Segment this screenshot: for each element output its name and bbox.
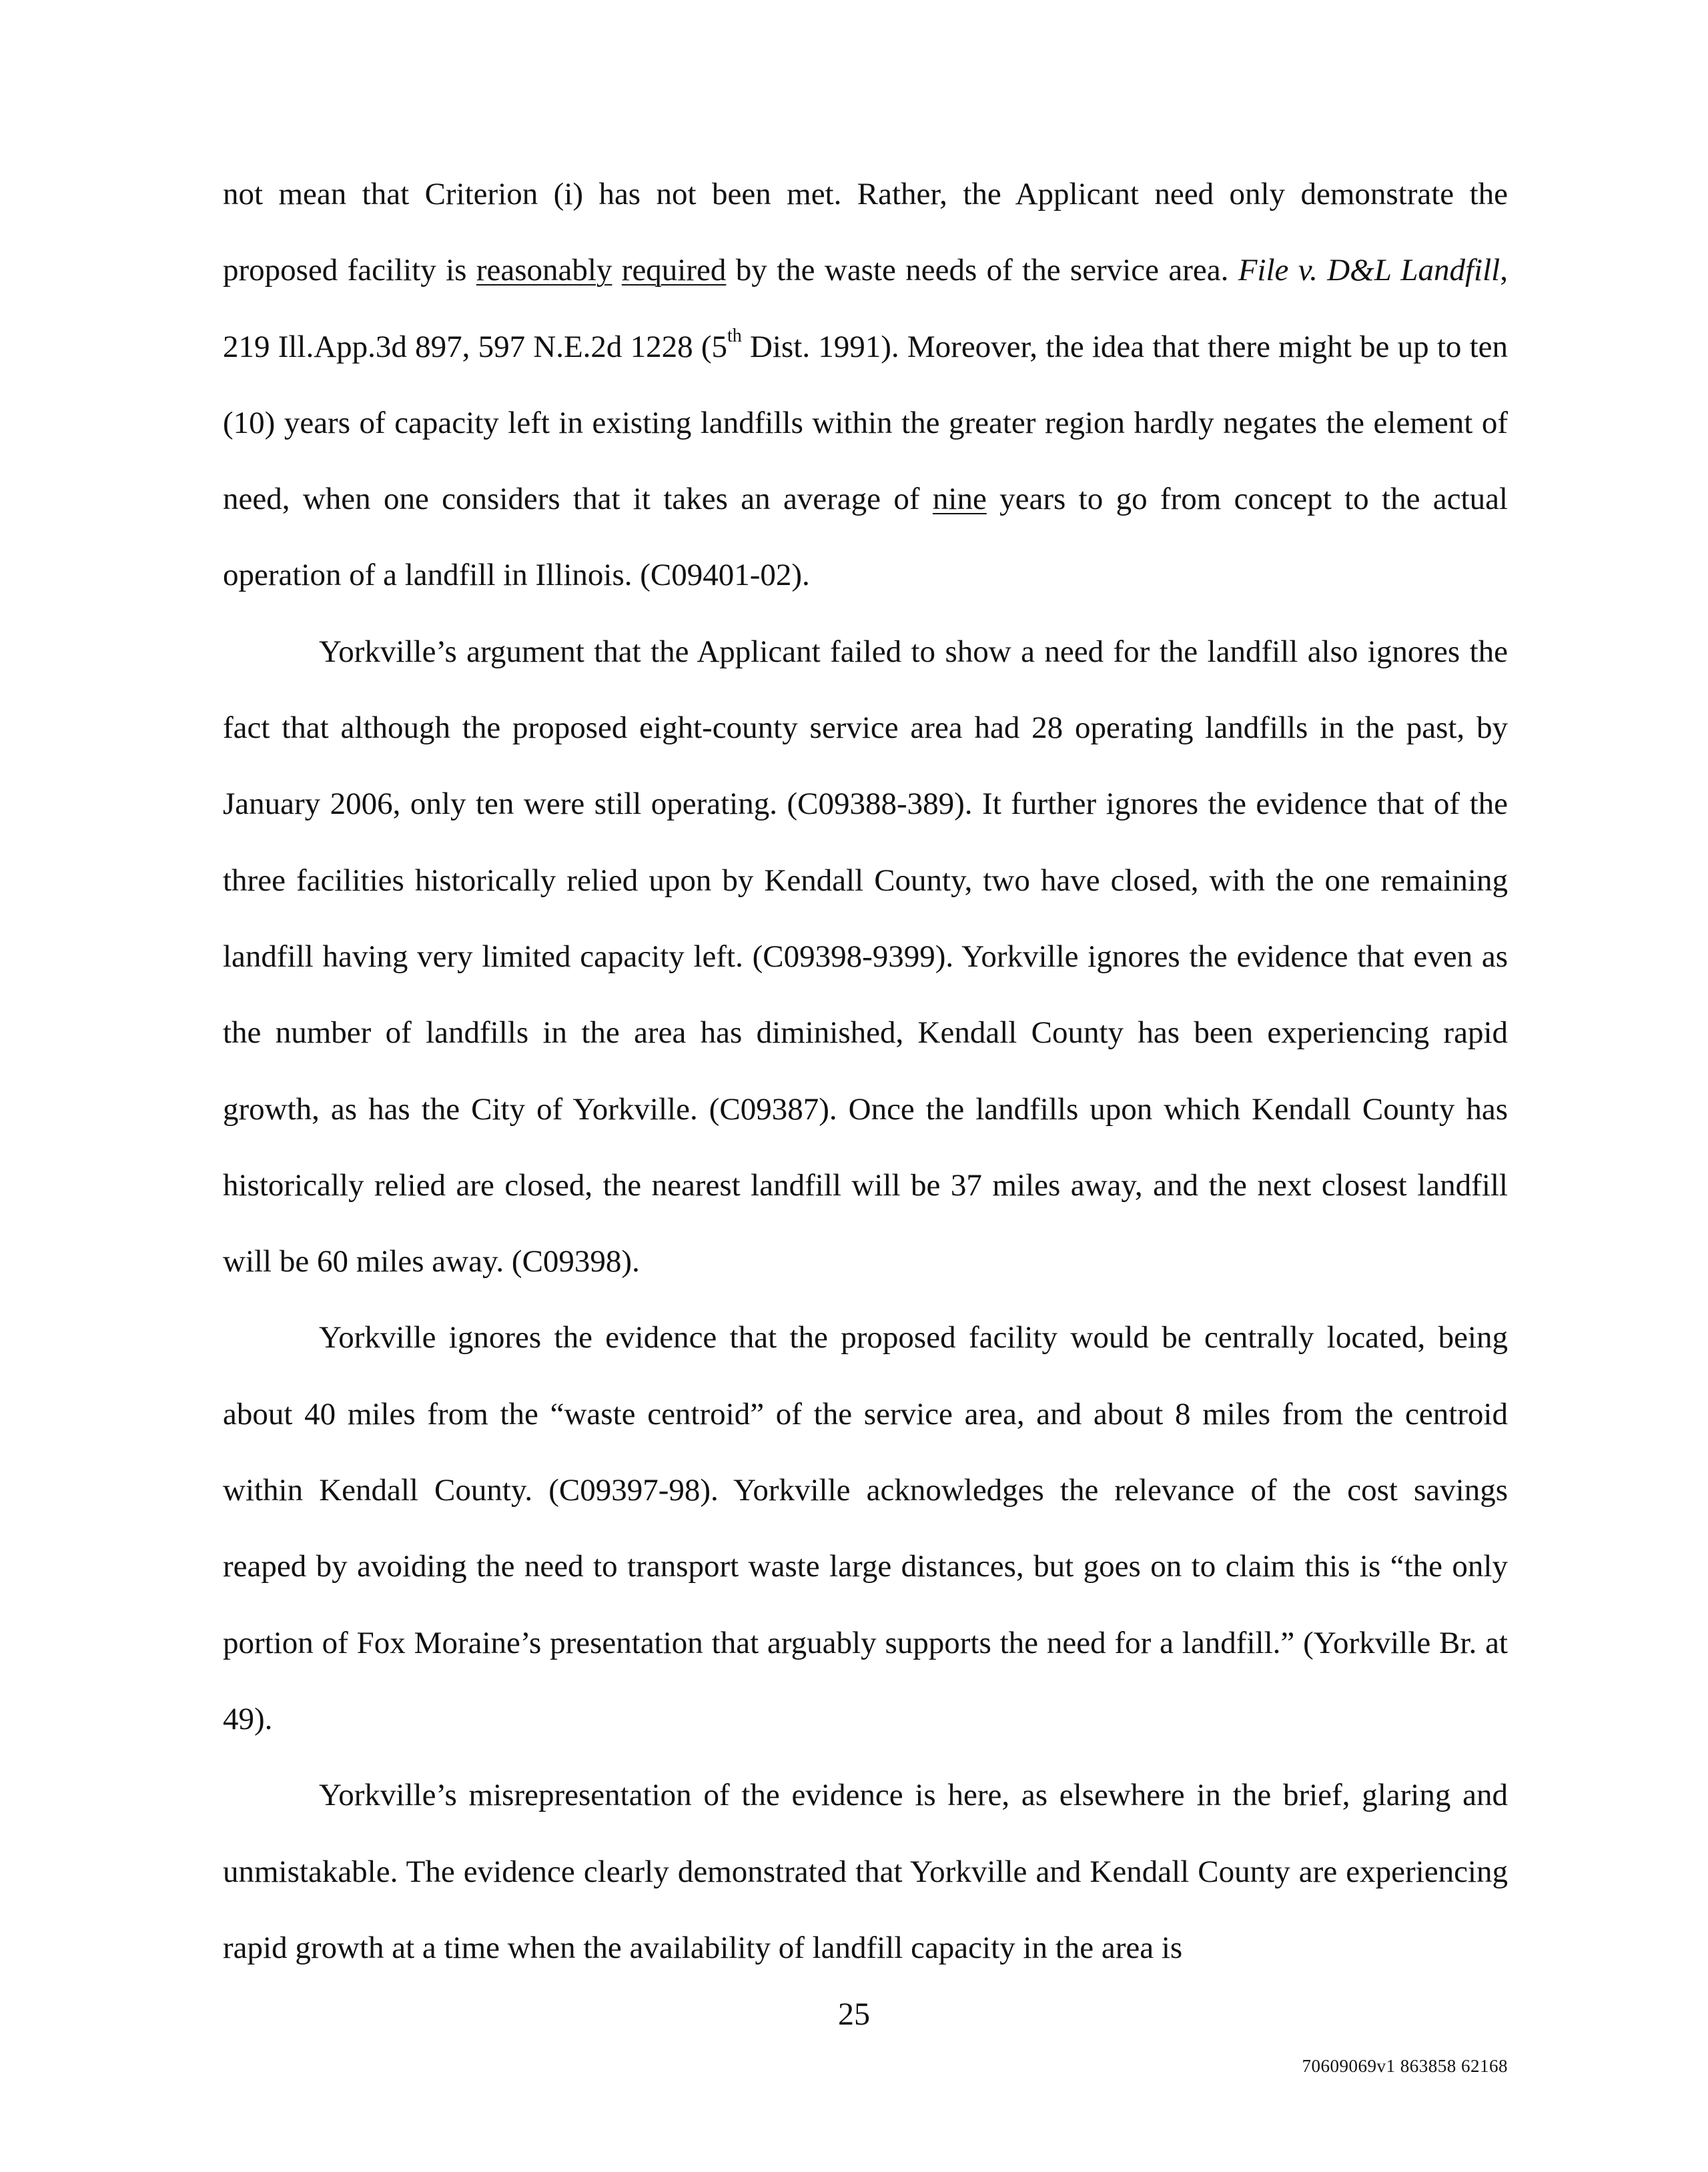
paragraph-4 bbox=[223, 1757, 1508, 1986]
text-run: Dist. 1991). Moreover, the idea that there might be up to ten (10) years of capacity left in existing landfills within the greater region hardly negates the element of need, when one considers that it takes an average of bbox=[223, 329, 1508, 517]
paragraph-1 bbox=[223, 156, 1508, 614]
text-run: Yorkville ignores the evidence that the proposed facility would be centrally located, being about 40 miles from the “waste centroid” of the service area, and about 8 miles from the centroid within Kendall County. (C09397-98). Yorkville acknowledges the relevance of the cost savings reaped by avoiding the need to transport waste large distances, but goes on to claim this is “the only portion of Fox Moraine’s presentation that arguably supports the need for a landfill.” (Yorkville Br. at 49). bbox=[223, 1320, 1508, 1736]
paragraph-2 bbox=[223, 614, 1508, 1300]
text-run bbox=[612, 253, 621, 288]
text-run: Yorkville’s misrepresentation of the evidence is here, as elsewhere in the brief, glaring and unmistakable. The evidence clearly demonstrated that Yorkville and Kendall County are experiencing rapid growth at a time when the availability of landfill capacity in the area is bbox=[223, 1778, 1508, 1965]
text-run: not mean that Criterion (i) has not been met. Rather, the Applicant need only demonstrate the proposed facility is bbox=[223, 177, 1508, 288]
text-run: years to go from concept to the actual operation of a landfill in Illinois. (C09401-02). bbox=[223, 482, 1508, 593]
case-citation: File v. D&L Landfill bbox=[1238, 253, 1501, 288]
underlined-text: required bbox=[621, 253, 727, 288]
text-run: by the waste needs of the service area. bbox=[726, 253, 1238, 288]
text-run: Yorkville’s argument that the Applicant failed to show a need for the landfill also ignores the fact that although the proposed eight-county service area had 28 operating landfills in the past, by January 2006, only ten were still operating. (C09388-389). It further ignores the evidence that of the three facilities historically relied upon by Kendall County, two have closed, with the one remaining landfill having very limited capacity left. (C09398-9399). Yorkville ignores the evidence that even as the number of landfills in the area has diminished, Kendall County has been experiencing rapid growth, as has the City of Yorkville. (C09387). Once the landfills upon which Kendall County has historically relied are closed, the nearest landfill will be 37 miles away, and the next closest landfill will be 60 miles away. (C09398). bbox=[223, 634, 1508, 1279]
underlined-text: nine bbox=[932, 482, 987, 517]
ordinal-superscript: th bbox=[727, 325, 742, 346]
text-run: , 219 Ill.App.3d 897, 597 N.E.2d 1228 (5 bbox=[223, 253, 1508, 364]
page-number: 25 bbox=[838, 1997, 870, 2032]
underlined-text: reasonably bbox=[476, 253, 612, 288]
document-id: 70609069v1 863858 62168 bbox=[1302, 2056, 1508, 2076]
paragraph-3 bbox=[223, 1299, 1508, 1757]
body-text bbox=[223, 156, 1508, 1986]
